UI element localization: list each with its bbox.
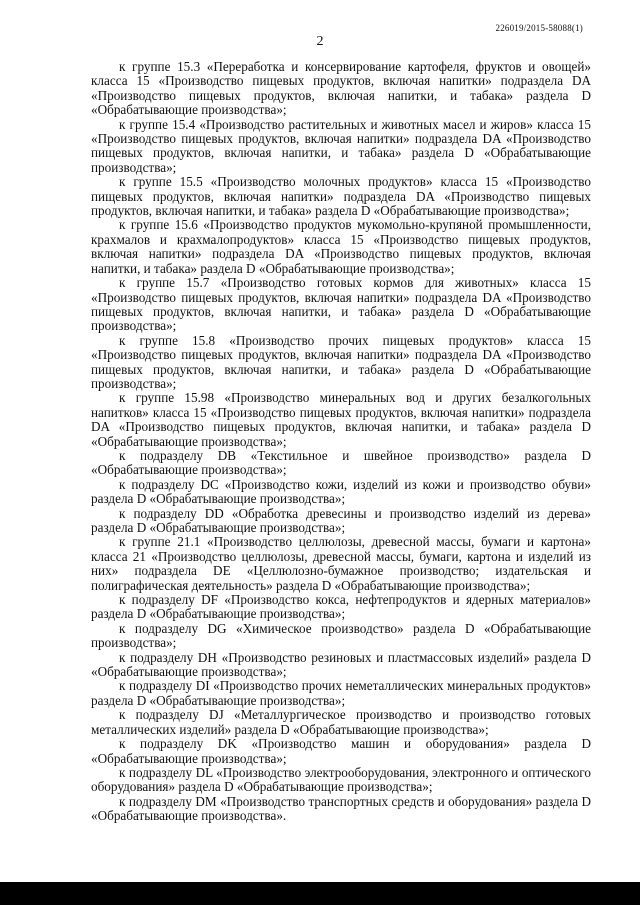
paragraph: к подразделу DM «Производство транспортных средств и оборудования» раздела D «Обрабатывающие производства». [91,793,591,824]
paragraph: к подразделу DK «Производство машин и оборудования» раздела D «Обрабатывающие производства»; [91,736,591,766]
paragraph: к группе 15.5 «Производство молочных продуктов» класса 15 «Производство пищевых продуктов, включая напитки» подраздела DA «Производство пищевых продуктов, включая напитки, и табака» раздела D «Обрабатывающие производства»; [91,174,591,219]
paragraph: к группе 15.3 «Переработка и консервирование картофеля, фруктов и овощей» класса 15 «Производство пищевых продуктов, включая напитки» подраздела DA «Производство пищевых продуктов, включая напитки, и табака» раздела D «Обрабатывающие производства»; [91,59,591,118]
paragraph: к подразделу DF «Производство кокса, нефтепродуктов и ядерных материалов» раздела D «Обрабатывающие производства»; [91,592,591,622]
paragraph: к группе 15.8 «Производство прочих пищевых продуктов» класса 15 «Производство пищевых продуктов, включая напитки» подраздела DA «Производство пищевых продуктов, включая напитки, и табака» раздела D «Обрабатывающие производства»; [91,332,591,391]
paragraph: к группе 15.4 «Производство растительных и животных масел и жиров» класса 15 «Производство пищевых продуктов, включая напитки» подраздела DA «Производство пищевых продуктов, включая напитки, и табака» раздела D «Обрабатывающие производства»; [91,116,591,175]
paragraph: к подразделу DJ «Металлургическое производство и производство готовых металлических изделий» раздела D «Обрабатывающие производства»; [91,707,591,737]
paragraph: к группе 15.6 «Производство продуктов мукомольно-крупяной промышленности, крахмалов и крахмалопродуктов» класса 15 «Производство пищевых продуктов, включая напитки» подраздела DA «Производство пищевых продуктов, включая напитки, и табака» раздела D «Обрабатывающие производства»; [91,217,591,276]
paragraph: к группе 21.1 «Производство целлюлозы, древесной массы, бумаги и картона» класса 21 «Производство целлюлозы, древесной массы, бумаги, картона и изделий из них» подраздела DE «Целлюлозно-бумажное производство; издательская и полиграфическая деятельность» раздела D «Обрабатывающие производства»; [91,534,591,593]
paragraph: к подразделу DB «Текстильное и швейное производство» раздела D «Обрабатывающие производства»; [91,447,591,478]
paragraph: к подразделу DC «Производство кожи, изделий из кожи и производство обуви» раздела D «Обрабатывающие производства»; [91,476,591,507]
paragraph: к подразделу DG «Химическое производство» раздела D «Обрабатывающие производства»; [91,620,591,651]
paragraph: к подразделу DD «Обработка древесины и производство изделий из дерева» раздела D «Обрабатывающие производства»; [91,505,591,535]
document-body [91,60,591,824]
paragraph: к группе 15.98 «Производство минеральных вод и других безалкогольных напитков» класса 15 «Производство пищевых продуктов, включая напитки» подраздела DA «Производство пищевых продуктов, включая напитки, и табака» раздела D «Обрабатывающие производства»; [91,390,591,449]
paragraph: к подразделу DI «Производство прочих неметаллических минеральных продуктов» раздела D «Обрабатывающие производства»; [91,678,591,708]
paragraph: к группе 15.7 «Производство готовых кормов для животных» класса 15 «Производство пищевых продуктов, включая напитки» подраздела DA «Производство пищевых продуктов, включая напитки, и табака» раздела D «Обрабатывающие производства»; [91,275,591,334]
document-id: 226019/2015-58088(1) [495,23,583,33]
page-number: 2 [316,34,324,49]
paragraph: к подразделу DH «Производство резиновых и пластмассовых изделий» раздела D «Обрабатывающие производства»; [91,649,591,680]
scan-bottom-edge [0,882,640,905]
paragraph: к подразделу DL «Производство электрооборудования, электронного и оптического оборудования» раздела D «Обрабатывающие производства»; [91,764,591,795]
